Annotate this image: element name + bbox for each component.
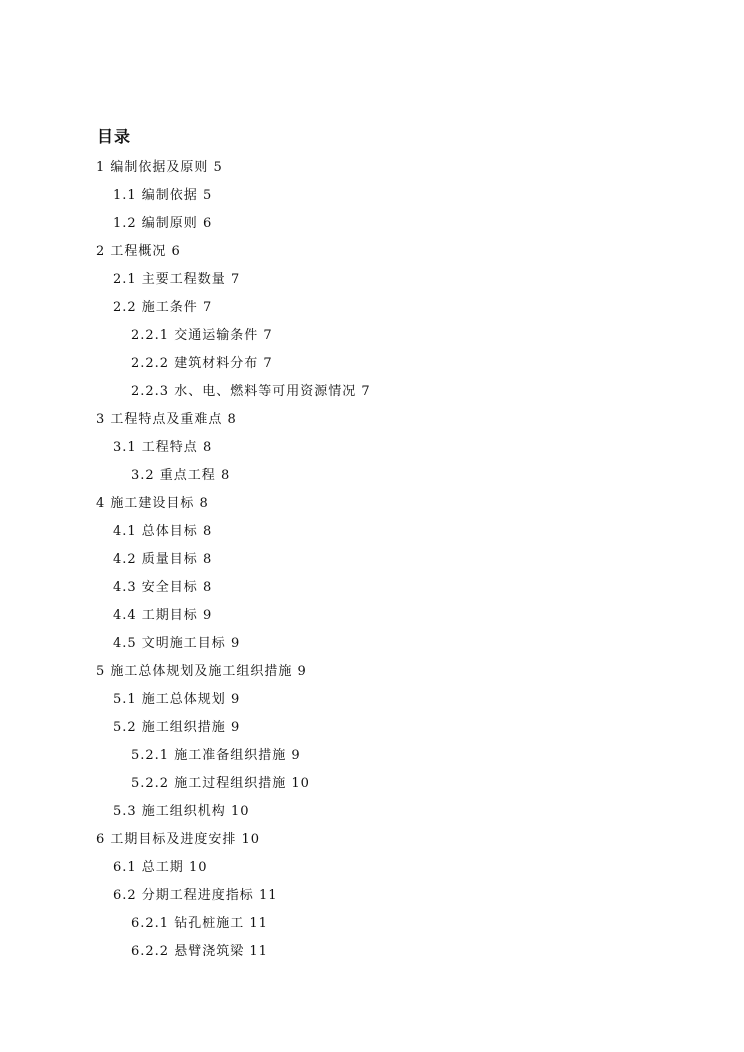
toc-entry[interactable] xyxy=(0,518,744,546)
toc-entry-text: 4 施工建设目标 8 xyxy=(96,496,209,511)
toc-entry-text: 2.1 主要工程数量 7 xyxy=(113,272,241,287)
toc-entry-text: 5.3 施工组织机构 10 xyxy=(113,804,250,819)
toc-entry[interactable] xyxy=(0,546,744,574)
toc-entry[interactable] xyxy=(0,770,744,798)
toc-entry-text: 3 工程特点及重难点 8 xyxy=(96,412,237,427)
toc-entry[interactable] xyxy=(0,910,744,938)
toc-entry-text: 4.4 工期目标 9 xyxy=(113,608,213,623)
toc-entry[interactable] xyxy=(0,854,744,882)
toc-entry-text: 5.2.1 施工准备组织措施 9 xyxy=(131,748,301,763)
toc-entry[interactable] xyxy=(0,462,744,490)
toc-entry-text: 4.3 安全目标 8 xyxy=(113,580,213,595)
toc-entry-text: 4.5 文明施工目标 9 xyxy=(113,636,241,651)
toc-entry[interactable] xyxy=(0,602,744,630)
toc-entry-text: 1.1 编制依据 5 xyxy=(113,188,213,203)
toc-entry[interactable] xyxy=(0,210,744,238)
toc-entry[interactable] xyxy=(0,490,744,518)
toc-entry-text: 2.2.1 交通运输条件 7 xyxy=(131,328,273,343)
toc-entry-text: 4.1 总体目标 8 xyxy=(113,524,213,539)
toc-entry-text: 6 工期目标及进度安排 10 xyxy=(96,832,261,847)
toc-entry[interactable] xyxy=(0,630,744,658)
toc-entry-text: 4.2 质量目标 8 xyxy=(113,552,213,567)
toc-entry[interactable] xyxy=(0,322,744,350)
toc-entry[interactable] xyxy=(0,266,744,294)
toc-entry-text: 2.2.2 建筑材料分布 7 xyxy=(131,356,273,371)
toc-entry[interactable] xyxy=(0,574,744,602)
toc-entry-text: 6.2 分期工程进度指标 11 xyxy=(113,888,278,903)
toc-entry[interactable] xyxy=(0,938,744,966)
toc-entry[interactable] xyxy=(0,742,744,770)
toc-entry-text: 6.1 总工期 10 xyxy=(113,860,208,875)
toc-entry[interactable] xyxy=(0,882,744,910)
toc-entry-text: 2.2.3 水、电、燃料等可用资源情况 7 xyxy=(131,384,371,399)
toc-entry-text: 5.1 施工总体规划 9 xyxy=(113,692,241,707)
toc-entry[interactable] xyxy=(0,294,744,322)
toc-entry[interactable] xyxy=(0,686,744,714)
toc-entry[interactable] xyxy=(0,182,744,210)
toc-entry[interactable] xyxy=(0,378,744,406)
toc-entry-text: 1.2 编制原则 6 xyxy=(113,216,213,231)
toc-entry[interactable] xyxy=(0,798,744,826)
toc-entry-text: 6.2.2 悬臂浇筑梁 11 xyxy=(131,944,268,959)
toc-entry-text: 2 工程概况 6 xyxy=(96,244,181,259)
toc-entry[interactable] xyxy=(0,238,744,266)
toc-entry[interactable] xyxy=(0,714,744,742)
toc-entry-text: 6.2.1 钻孔桩施工 11 xyxy=(131,916,268,931)
toc-entry[interactable] xyxy=(0,826,744,854)
toc-entry[interactable] xyxy=(0,350,744,378)
toc-entry[interactable] xyxy=(0,434,744,462)
toc-entry[interactable] xyxy=(0,154,744,182)
toc-entry-text: 3.2 重点工程 8 xyxy=(131,468,231,483)
toc-title: 目录 xyxy=(97,127,132,146)
toc-entry[interactable] xyxy=(0,406,744,434)
toc-entry-text: 3.1 工程特点 8 xyxy=(113,440,213,455)
toc-entry-text: 5 施工总体规划及施工组织措施 9 xyxy=(96,664,307,679)
toc-entry[interactable] xyxy=(0,658,744,686)
toc-entry-text: 1 编制依据及原则 5 xyxy=(96,160,223,175)
toc-entry-text: 5.2 施工组织措施 9 xyxy=(113,720,241,735)
toc-entry-text: 2.2 施工条件 7 xyxy=(113,300,213,315)
toc-list xyxy=(0,154,744,966)
toc-entry-text: 5.2.2 施工过程组织措施 10 xyxy=(131,776,310,791)
